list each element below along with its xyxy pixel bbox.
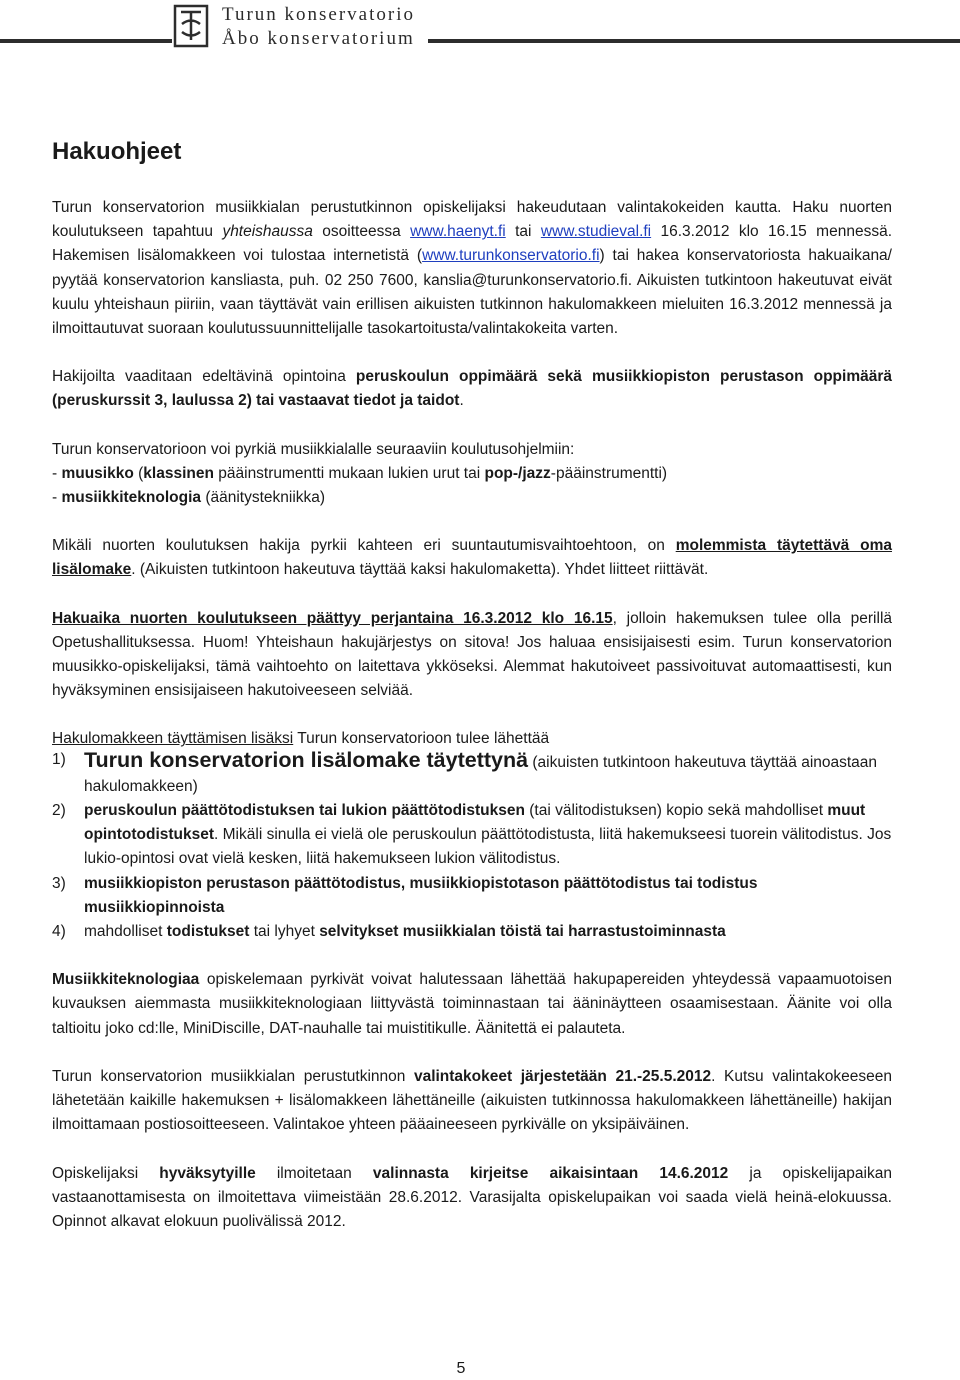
text: opiskelemaan pyrkivät voivat halutessaan lähettää hakupapereiden yhteydessä vapaamuotoisen kuvauksen aiemmasta musiikkiteknologiaan liittyvästä toiminnastaan tai ääninäytteen osaamisestaan. Äänite voi olla taltioitu joko cd:lle, MiniDiscille, DAT-nauhalle tai muistitikulle. Äänitettä ei palauteta. xyxy=(52,971,892,1037)
text: . (Aikuisten tutkintoon hakeutuva täyttää kaksi hakulomaketta). Yhdet liitteet riittävät. xyxy=(131,561,709,579)
page-header xyxy=(0,0,960,50)
text: - xyxy=(52,489,62,507)
text: pääinstrumentti mukaan lukien urut tai xyxy=(213,464,485,482)
admission-paragraph xyxy=(52,1162,892,1235)
intro-paragraph xyxy=(52,196,892,341)
text: mahdolliset xyxy=(84,923,167,941)
link-studieval[interactable]: www.studieval.fi xyxy=(540,223,652,241)
text: Turun konservatorion musiikkialan perustutkinnon xyxy=(52,1067,414,1085)
text: Opiskelijaksi xyxy=(52,1164,160,1182)
text: (aikuisten tutkintoon hakeutuva täyttää ainoastaan hakulomakkeen) xyxy=(84,753,878,795)
programmes-paragraph xyxy=(52,438,892,511)
text-bold: selvitykset musiikkialan töistä tai harrastustoiminnasta xyxy=(319,923,726,941)
entrance-exam-paragraph xyxy=(52,1065,892,1138)
list-item xyxy=(52,748,892,799)
text-bold-underline: Hakuaika nuorten koulutukseen päättyy perjantaina 16.3.2012 klo 16.15 xyxy=(52,609,613,627)
list-number: 2) xyxy=(52,802,66,820)
link-turunkonservatorio[interactable]: www.turunkonservatorio.fi xyxy=(422,247,600,265)
text-bold-underline: molemmista täytettävä oma lisälomake xyxy=(52,537,892,579)
text: 16.3.2012 klo 16.15 mennessä. Hakemisen lisälomakkeen voi tulostaa internetistä ( xyxy=(52,223,893,265)
page-title: Hakuohjeet xyxy=(52,138,182,165)
text-bold: musiikkiteknologia xyxy=(61,489,202,507)
list-item xyxy=(52,920,892,944)
text: Turun konservatorioon tulee lähettää xyxy=(293,730,550,748)
text-bold: Turun konservatorion lisälomake täytettynä xyxy=(84,747,529,772)
header-rule-right xyxy=(428,39,960,43)
logo-text-finnish: Turun konservatorio xyxy=(222,4,415,25)
text: . xyxy=(459,392,464,410)
text: ilmoitetaan xyxy=(255,1164,373,1182)
text: , jolloin hakemuksen tulee olla perillä Opetushallituksessa. Huom! Yhteishaun hakujärjestys on sitova! Jos haluaa ensisijaisesti esim. Turun konservatorion muusikko-opiskelijaksi, tämä vaihtoehto on laitettava ykköseksi. Alemmat hakutoiveet passivoituvat automaattisesti, kun hyväksyminen ensisijaiseen hakutoiveeseen selviää. xyxy=(52,609,893,700)
text-bold: Musiikkiteknologiaa xyxy=(52,971,200,989)
text: Hakijoilta vaaditaan edeltävinä opintoina xyxy=(52,368,356,386)
logo-text-swedish: Åbo konservatorium xyxy=(222,28,415,49)
text-bold: klassinen xyxy=(143,464,214,482)
text: Mikäli nuorten koulutuksen hakija pyrkii kahteen eri suuntautumisvaihtoehtoon, on xyxy=(52,537,676,555)
attachments-list xyxy=(52,748,892,945)
text-bold: muut opintotodistukset xyxy=(84,802,866,844)
text-bold: valintakokeet järjestetään 21.-25.5.2012 xyxy=(413,1067,712,1085)
text: ) tai hakea konservatoriosta hakuaikana/ pyytää konservatorion kansliasta, puh. 02 250 7600, kanslia@turunkonservatorio.fi. Aikuisten tutkintoon hakeutuvat eivät kuulu yhteishaun piiriin, vaan täyttävät vain erillisen aikuisten tutkinnon hakulomakkeen mieluiten 16.3.2012 mennessä ja ilmoittautuvat suoraan koulutussuunnittelijalle tasokartoitusta/valintakokeita varten. xyxy=(52,247,892,338)
text: Turun konservatorioon voi pyrkiä musiikkialalle seuraaviin koulutusohjelmiin: xyxy=(52,440,575,458)
header-rule-left xyxy=(0,39,172,43)
text: -pääinstrumentti) xyxy=(550,464,668,482)
text: - xyxy=(52,464,62,482)
text: osoitteessa xyxy=(312,223,411,241)
text-bold: peruskoulun oppimäärä sekä musiikkiopiston perustason oppimäärä (peruskurssit 3, laulussa 2) tai vastaavat tiedot ja taidot xyxy=(52,368,892,410)
text: (äänitystekniikka) xyxy=(201,489,326,507)
list-number: 1) xyxy=(52,750,66,768)
music-technology-paragraph xyxy=(52,968,892,1041)
link-haenyt[interactable]: www.haenyt.fi xyxy=(410,223,506,241)
requirements-paragraph xyxy=(52,365,892,413)
list-item xyxy=(52,872,892,920)
text-italic: yhteishaussa xyxy=(222,223,313,241)
text: ( xyxy=(133,464,144,482)
text-bold: hyväksytyille xyxy=(159,1164,256,1182)
text-bold: muusikko xyxy=(61,464,134,482)
list-item xyxy=(52,799,892,872)
text: (tai välitodistuksen) kopio sekä mahdolliset xyxy=(524,802,828,820)
list-number: 4) xyxy=(52,923,66,941)
text: . Mikäli sinulla ei vielä ole peruskoulun päättötodistusta, liitä hakemukseesi tuorein välitodistus. Jos lukio-opintosi ovat vielä kesken, liitä hakemukseen lukion välitodistus. xyxy=(84,826,892,868)
text: ja opiskelijapaikan vastaanottamisesta on ilmoitettava viimeistään 28.6.2012. Varasijalta opiskelupaikan voi saada vielä heinä-elokuussa. Opinnot alkavat elokuun puolivälissä 2012. xyxy=(52,1164,892,1230)
text-bold: peruskoulun päättötodistuksen tai lukion päättötodistuksen xyxy=(84,802,525,820)
text: . Kutsu valintakokeeseen lähetetään kaikille hakemuksen + lisälomakkeen lähettäneille (aikuisten tutkinnossa hakulomakkeen lähettäneille) hakijan ilmoittamaan postiosoitteeseen. Valintakoe yhteen pääaineeseen pyrkivälle on yksipäiväinen. xyxy=(52,1067,892,1134)
deadline-paragraph xyxy=(52,607,892,704)
text-bold: todistukset xyxy=(166,923,250,941)
text: tai xyxy=(505,223,541,241)
text-bold: valinnasta kirjeitse aikaisintaan 14.6.2012 xyxy=(372,1164,729,1182)
two-options-paragraph xyxy=(52,534,892,582)
text-underline: Hakulomakkeen täyttämisen lisäksi xyxy=(52,730,294,748)
text-bold: pop-/jazz xyxy=(484,464,551,482)
text: Turun konservatorion musiikkialan perustutkinnon opiskelijaksi hakeudutaan valintakokeiden kautta. Haku nuorten koulutukseen tapahtuu xyxy=(52,199,892,241)
conservatory-logo-icon xyxy=(171,4,211,48)
list-number: 3) xyxy=(52,874,66,892)
page-number: 5 xyxy=(456,1360,466,1377)
text-bold: musiikkiopiston perustason päättötodistus, musiikkiopistotason päättötodistus tai todistus musiikkiopinnoista xyxy=(84,874,758,916)
document-body xyxy=(52,136,892,1258)
text: tai lyhyet xyxy=(249,923,320,941)
